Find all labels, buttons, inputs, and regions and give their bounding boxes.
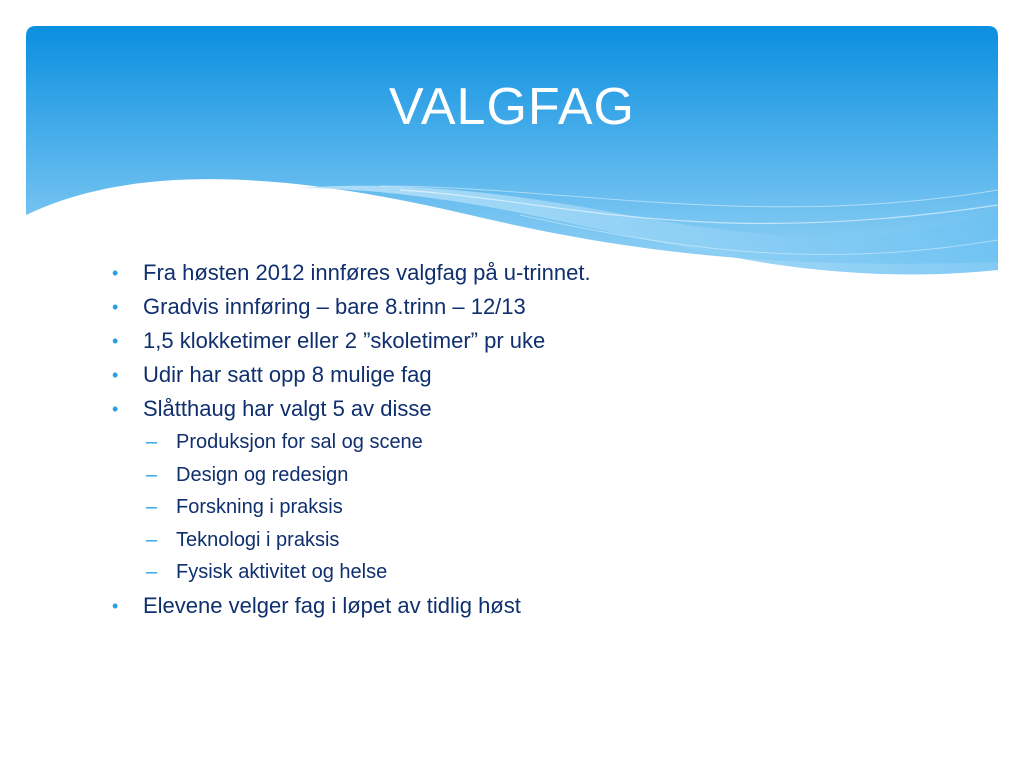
dash-marker: – [146, 496, 158, 518]
sub-bullet-item [108, 556, 908, 589]
bullet-text: Forskning i praksis [176, 496, 343, 518]
sub-bullet-item [108, 426, 908, 459]
slide-title: VALGFAG [389, 78, 635, 136]
bullet-text: Produksjon for sal og scene [176, 431, 423, 453]
bullet-text: 1,5 klokketimer eller 2 ”skoletimer” pr uke [143, 328, 546, 353]
bullet-marker: • [112, 263, 119, 283]
bullet-marker: • [112, 365, 119, 385]
bullet-text: Fysisk aktivitet og helse [176, 561, 388, 583]
bullet-marker: • [112, 595, 119, 616]
bullet-text: Slåtthaug har valgt 5 av disse [143, 396, 432, 421]
dash-marker: – [146, 431, 158, 453]
slide-content [108, 256, 908, 623]
bullet-item [108, 392, 908, 426]
bullet-item [108, 256, 908, 290]
bullet-text: Elevene velger fag i løpet av tidlig høst [143, 592, 521, 618]
dash-marker: – [146, 561, 158, 583]
bullet-marker: • [112, 331, 119, 351]
bullet-item [108, 589, 908, 623]
dash-marker: – [146, 463, 158, 486]
sub-bullet-item [108, 459, 908, 492]
dash-marker: – [146, 528, 158, 551]
header-shape [26, 26, 998, 264]
bullet-text: Gradvis innføring – bare 8.trinn – 12/13 [143, 294, 526, 319]
bullet-item [108, 290, 908, 324]
bullet-item [108, 358, 908, 392]
bullet-item [108, 324, 908, 358]
header-wave-background [0, 0, 1024, 300]
bullet-marker: • [112, 399, 119, 419]
bullet-text: Design og redesign [176, 463, 349, 486]
sub-bullet-item [108, 491, 908, 524]
bullet-text: Udir har satt opp 8 mulige fag [143, 362, 432, 387]
bullet-text: Teknologi i praksis [176, 528, 340, 551]
sub-bullet-item [108, 524, 908, 557]
bullet-list [108, 256, 908, 623]
bullet-marker: • [112, 297, 119, 317]
bullet-text: Fra høsten 2012 innføres valgfag på u-trinnet. [143, 260, 591, 285]
